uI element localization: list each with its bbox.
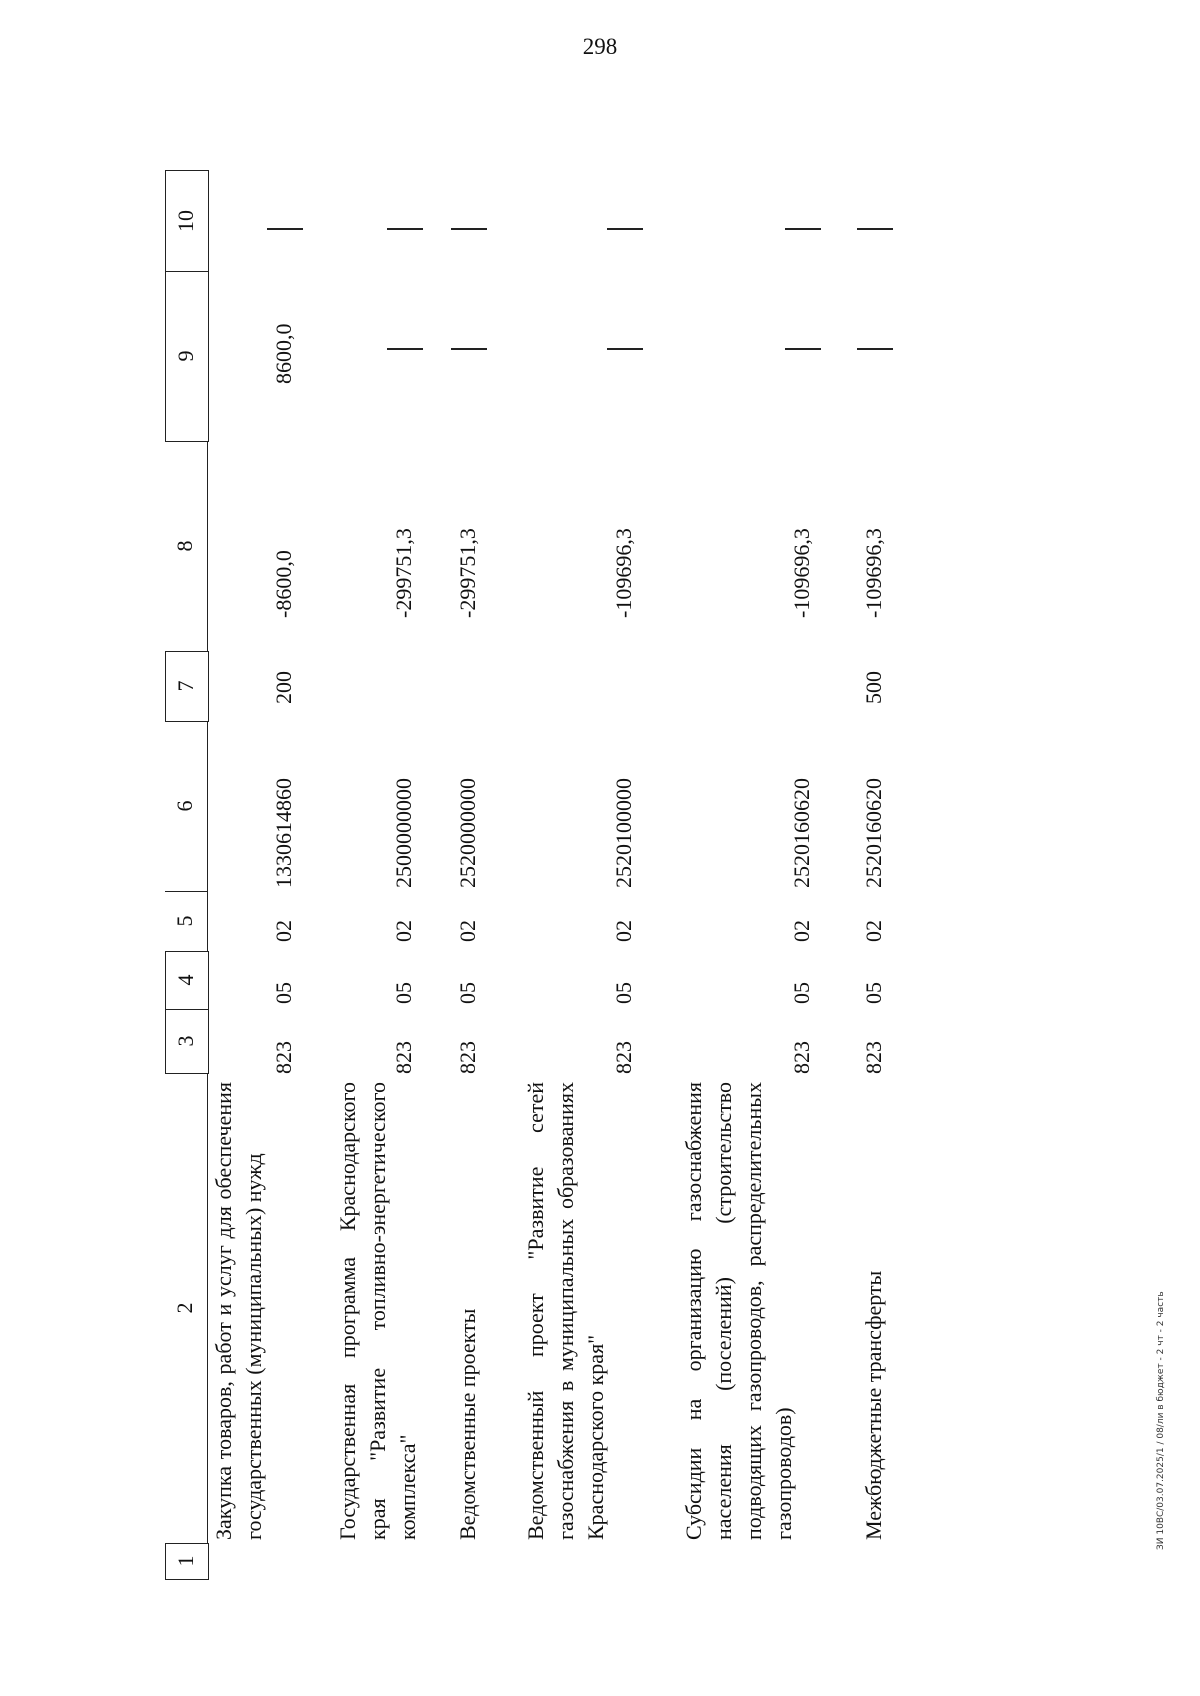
- column-header-4: 4: [165, 951, 209, 1010]
- column-header-1: 1: [165, 1543, 209, 1580]
- row-name: Субсидии на организацию газоснабжения населения (поселений) (строительство подводящих газопроводов, распределительных газопроводов): [681, 1082, 796, 1540]
- dash-c10: [267, 228, 303, 230]
- row-name: Ведомственный проект "Развитие сетей газоснабжения в муниципальных образованиях Краснодарского края": [523, 1082, 608, 1540]
- dash-c9: [451, 348, 487, 350]
- cell-c3: 823: [789, 1041, 814, 1074]
- cell-c6: 1330614860: [271, 778, 296, 888]
- cell-c3: 823: [391, 1041, 416, 1074]
- budget-table: [165, 100, 985, 1580]
- dash-c9: [785, 348, 821, 350]
- column-header-8: 8: [165, 441, 208, 652]
- cell-c8: -109696,3: [861, 528, 886, 618]
- column-header-5: 5: [165, 891, 208, 952]
- row-name: Межбюджетные трансферты: [861, 1270, 886, 1540]
- table-row: [859, 100, 909, 1580]
- cell-c4: 05: [611, 982, 636, 1004]
- column-header-2: 2: [165, 1073, 208, 1544]
- dash-c10: [387, 228, 423, 230]
- cell-c8: -8600,0: [271, 550, 296, 618]
- cell-c7: 500: [861, 671, 886, 704]
- row-name: Государственная программа Краснодарского края "Развитие топливно-энергетического комплекса": [335, 1082, 420, 1540]
- dash-c10: [451, 228, 487, 230]
- cell-c4: 05: [789, 982, 814, 1004]
- cell-c4: 05: [455, 982, 480, 1004]
- cell-c3: 823: [455, 1041, 480, 1074]
- cell-c5: 02: [391, 920, 416, 942]
- table-row: [679, 100, 829, 1580]
- column-header-7: 7: [165, 651, 209, 722]
- table-row: [453, 100, 503, 1580]
- dash-c9: [857, 348, 893, 350]
- footer-stamp: ЗИ 10ВС/03.07.2025/1 / 08/ли в бюджет - 2 чт - 2 часть: [1156, 1291, 1166, 1550]
- cell-c5: 02: [271, 920, 296, 942]
- cell-c4: 05: [391, 982, 416, 1004]
- cell-c8: -299751,3: [455, 528, 480, 618]
- cell-c5: 02: [455, 920, 480, 942]
- column-header-10: 10: [165, 170, 209, 272]
- dash-c10: [785, 228, 821, 230]
- cell-c8: -109696,3: [789, 528, 814, 618]
- dash-c10: [607, 228, 643, 230]
- cell-c6: 2500000000: [391, 778, 416, 888]
- table-row: [521, 100, 651, 1580]
- table-header-row: [165, 100, 209, 1580]
- table-row: [209, 100, 319, 1580]
- dash-c10: [857, 228, 893, 230]
- page-number: 298: [582, 34, 618, 59]
- cell-c5: 02: [611, 920, 636, 942]
- cell-c8: -109696,3: [611, 528, 636, 618]
- dash-c9: [387, 348, 423, 350]
- row-name: Закупка товаров, работ и услуг для обеспечения государственных (муниципальных) нужд: [211, 1082, 266, 1540]
- column-header-6: 6: [165, 721, 208, 892]
- cell-c3: 823: [861, 1041, 886, 1074]
- cell-c5: 02: [789, 920, 814, 942]
- cell-c5: 02: [861, 920, 886, 942]
- table-row: [333, 100, 433, 1580]
- cell-c3: 823: [611, 1041, 636, 1074]
- column-header-9: 9: [165, 271, 209, 442]
- cell-c7: 200: [271, 671, 296, 704]
- cell-c4: 05: [271, 982, 296, 1004]
- dash-c9: [607, 348, 643, 350]
- cell-c3: 823: [271, 1041, 296, 1074]
- cell-c6: 2520000000: [455, 778, 480, 888]
- cell-c6: 2520160620: [789, 778, 814, 888]
- column-header-3: 3: [165, 1009, 209, 1074]
- cell-c6: 2520160620: [861, 778, 886, 888]
- cell-c6: 2520100000: [611, 778, 636, 888]
- cell-c9: 8600,0: [271, 323, 296, 384]
- cell-c8: -299751,3: [391, 528, 416, 618]
- row-name: Ведомственные проекты: [455, 1308, 480, 1540]
- cell-c4: 05: [861, 982, 886, 1004]
